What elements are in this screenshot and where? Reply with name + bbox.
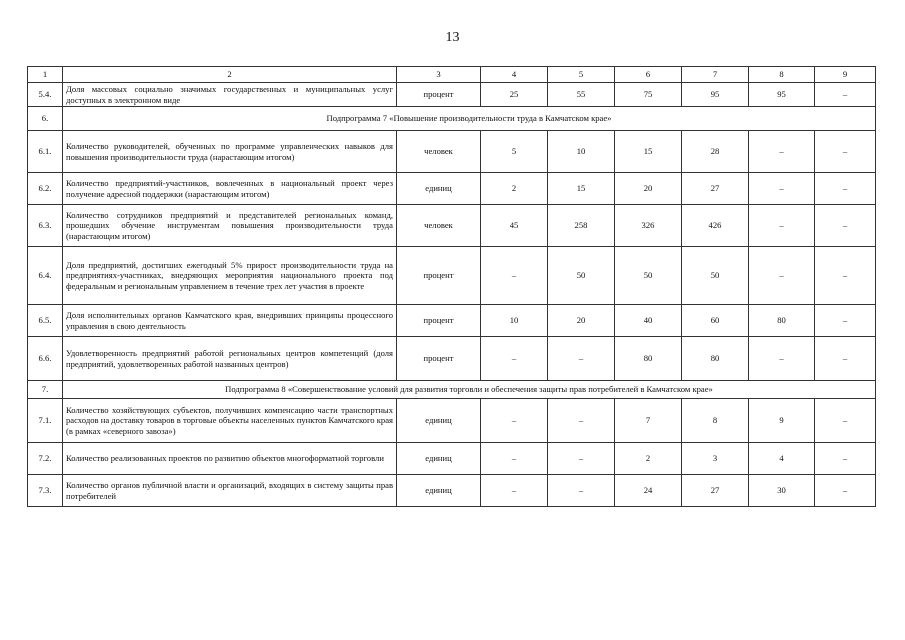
column-header: 4 (481, 67, 548, 83)
value-cell: – (548, 399, 615, 443)
value-cell: – (548, 475, 615, 507)
table-row (28, 173, 876, 205)
value-cell: – (481, 337, 548, 381)
unit-cell: процент (397, 247, 481, 305)
indicator-name: Количество сотрудников предприятий и представителей региональных команд, прошедших обучение инструментам повышения производительности труда (нарастающим итогом) (63, 205, 397, 247)
value-cell: – (815, 443, 876, 475)
table-row (28, 305, 876, 337)
value-cell: – (815, 131, 876, 173)
value-cell: 25 (481, 83, 548, 107)
column-header: 6 (615, 67, 682, 83)
value-cell: – (548, 443, 615, 475)
value-cell: 28 (682, 131, 749, 173)
row-number: 6. (28, 107, 63, 131)
column-header: 5 (548, 67, 615, 83)
column-header: 9 (815, 67, 876, 83)
value-cell: 30 (749, 475, 815, 507)
unit-cell: единиц (397, 443, 481, 475)
value-cell: 20 (548, 305, 615, 337)
row-number: 7. (28, 381, 63, 399)
row-number: 6.6. (28, 337, 63, 381)
value-cell: – (815, 205, 876, 247)
indicator-name: Доля массовых социально значимых государственных и муниципальных услуг доступных в электронном виде (63, 83, 397, 107)
value-cell: 7 (615, 399, 682, 443)
value-cell: – (481, 247, 548, 305)
row-number: 7.2. (28, 443, 63, 475)
unit-cell: единиц (397, 399, 481, 443)
column-header: 7 (682, 67, 749, 83)
value-cell: 45 (481, 205, 548, 247)
row-number: 7.3. (28, 475, 63, 507)
value-cell: – (815, 475, 876, 507)
value-cell: 50 (548, 247, 615, 305)
row-number: 6.3. (28, 205, 63, 247)
indicator-name: Количество руководителей, обученных по программе управленческих навыков для повышения производительности труда (нарастающим итогом) (63, 131, 397, 173)
value-cell: 95 (682, 83, 749, 107)
value-cell: 326 (615, 205, 682, 247)
row-number: 6.1. (28, 131, 63, 173)
value-cell: 95 (749, 83, 815, 107)
value-cell: – (749, 337, 815, 381)
value-cell: 40 (615, 305, 682, 337)
section-row (28, 381, 876, 399)
value-cell: 15 (615, 131, 682, 173)
table-row (28, 337, 876, 381)
table-row (28, 475, 876, 507)
page-number: 13 (445, 30, 460, 45)
section-title: Подпрограмма 7 «Повышение производительности труда в Камчатском крае» (63, 107, 876, 131)
unit-cell: единиц (397, 475, 481, 507)
value-cell: 27 (682, 475, 749, 507)
value-cell: 60 (682, 305, 749, 337)
column-header: 1 (28, 67, 63, 83)
indicators-table-body (28, 67, 876, 507)
value-cell: – (481, 475, 548, 507)
value-cell: 50 (682, 247, 749, 305)
value-cell: – (749, 205, 815, 247)
value-cell: – (749, 131, 815, 173)
value-cell: – (815, 247, 876, 305)
value-cell: – (815, 83, 876, 107)
indicator-name: Удовлетворенность предприятий работой региональных центров компетенций (доля предприятий, удовлетворенных работой названных центров) (63, 337, 397, 381)
value-cell: 75 (615, 83, 682, 107)
value-cell: 2 (481, 173, 548, 205)
table-row (28, 443, 876, 475)
value-cell: – (548, 337, 615, 381)
value-cell: 3 (682, 443, 749, 475)
value-cell: – (815, 337, 876, 381)
value-cell: 5 (481, 131, 548, 173)
row-number: 6.5. (28, 305, 63, 337)
value-cell: 20 (615, 173, 682, 205)
value-cell: 10 (548, 131, 615, 173)
value-cell: – (815, 305, 876, 337)
table-row (28, 399, 876, 443)
value-cell: 8 (682, 399, 749, 443)
unit-cell: единиц (397, 173, 481, 205)
table-row (28, 205, 876, 247)
table-header-row (28, 67, 876, 83)
value-cell: 80 (615, 337, 682, 381)
indicator-name: Доля исполнительных органов Камчатского края, внедривших принципы процессного управления в свою деятельность (63, 305, 397, 337)
row-number: 5.4. (28, 83, 63, 107)
value-cell: – (481, 399, 548, 443)
value-cell: 9 (749, 399, 815, 443)
value-cell: 24 (615, 475, 682, 507)
indicator-name: Количество органов публичной власти и организаций, входящих в систему защиты прав потребителей (63, 475, 397, 507)
value-cell: 55 (548, 83, 615, 107)
section-title: Подпрограмма 8 «Совершенствование условий для развития торговли и обеспечения защиты прав потребителей в Камчатском крае» (63, 381, 876, 399)
column-header: 8 (749, 67, 815, 83)
value-cell: 50 (615, 247, 682, 305)
value-cell: – (749, 173, 815, 205)
row-number: 6.2. (28, 173, 63, 205)
table-row (28, 83, 876, 107)
row-number: 7.1. (28, 399, 63, 443)
table-row (28, 131, 876, 173)
unit-cell: человек (397, 205, 481, 247)
row-number: 6.4. (28, 247, 63, 305)
unit-cell: процент (397, 83, 481, 107)
value-cell: 258 (548, 205, 615, 247)
value-cell: 80 (749, 305, 815, 337)
indicator-name: Количество реализованных проектов по развитию объектов многоформатной торговли (63, 443, 397, 475)
section-row (28, 107, 876, 131)
column-header: 2 (63, 67, 397, 83)
value-cell: 27 (682, 173, 749, 205)
value-cell: 10 (481, 305, 548, 337)
value-cell: – (481, 443, 548, 475)
value-cell: 4 (749, 443, 815, 475)
indicator-name: Доля предприятий, достигших ежегодный 5% прирост производительности труда на предприятиях-участниках, внедряющих мероприятия национального проекта под федеральным и региональным управлением в течение трех лет участия в проекте (63, 247, 397, 305)
value-cell: 426 (682, 205, 749, 247)
indicator-name: Количество хозяйствующих субъектов, получивших компенсацию части транспортных расходов на доставку товаров в торговые объекты населенных пунктов Камчатского края (в рамках «северного завоза») (63, 399, 397, 443)
table-row (28, 247, 876, 305)
value-cell: 2 (615, 443, 682, 475)
indicator-name: Количество предприятий-участников, вовлеченных в национальный проект через получение адресной поддержки (нарастающим итогом) (63, 173, 397, 205)
indicators-table (27, 66, 876, 507)
value-cell: 80 (682, 337, 749, 381)
value-cell: 15 (548, 173, 615, 205)
unit-cell: процент (397, 337, 481, 381)
column-header: 3 (397, 67, 481, 83)
value-cell: – (815, 399, 876, 443)
unit-cell: процент (397, 305, 481, 337)
unit-cell: человек (397, 131, 481, 173)
value-cell: – (749, 247, 815, 305)
value-cell: – (815, 173, 876, 205)
